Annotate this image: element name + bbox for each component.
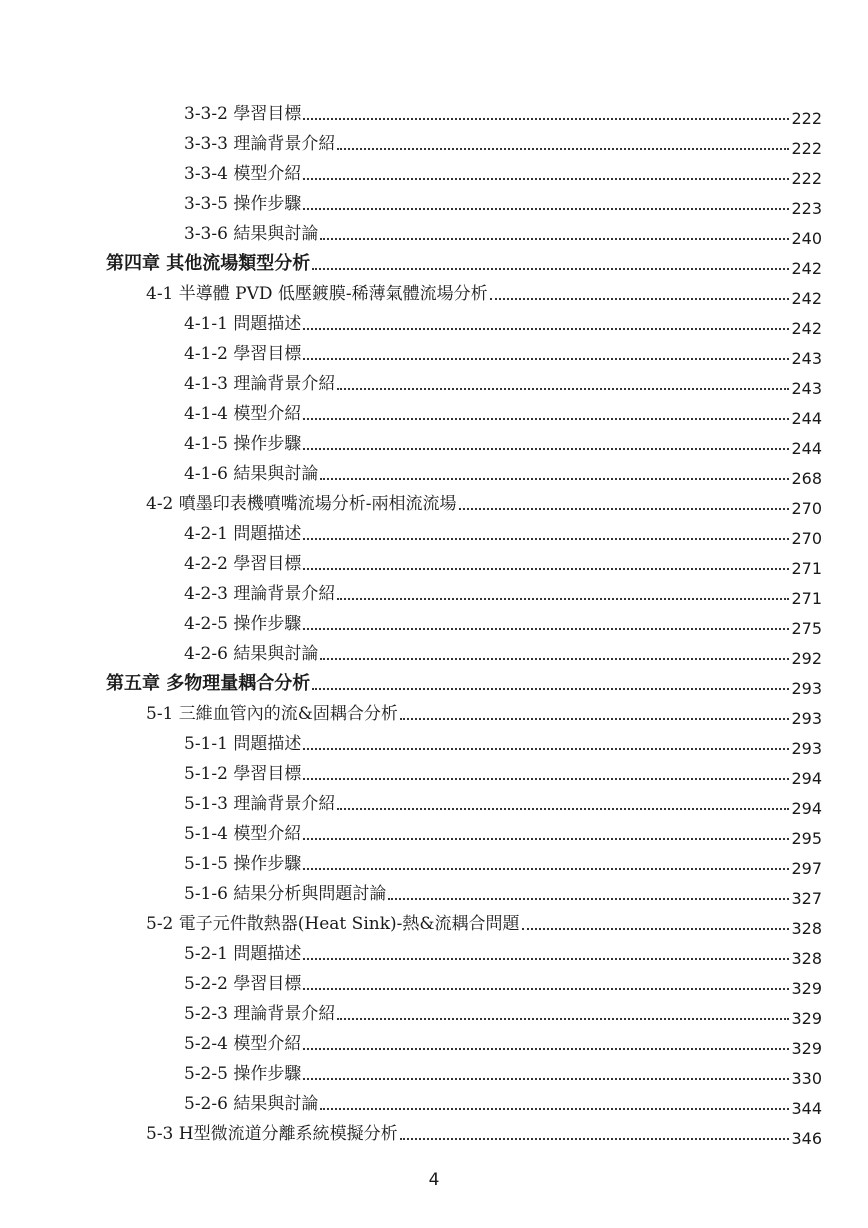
toc-entry-page: 243 bbox=[791, 379, 822, 398]
dot-leader bbox=[320, 236, 789, 240]
toc-subsection-entry bbox=[184, 158, 822, 188]
dot-leader bbox=[388, 896, 789, 900]
toc-entry-label: 4-1-1 問題描述 bbox=[184, 314, 302, 334]
dot-leader bbox=[303, 536, 789, 540]
dot-leader bbox=[320, 476, 789, 480]
toc-entry-label: 4-1-4 模型介紹 bbox=[184, 404, 302, 424]
toc-entry-page: 275 bbox=[791, 619, 822, 638]
toc-subsection-entry bbox=[184, 458, 822, 488]
toc-entry-page: 292 bbox=[791, 649, 822, 668]
toc-subsection-entry bbox=[184, 878, 822, 908]
toc-entry-page: 242 bbox=[791, 319, 822, 338]
dot-leader bbox=[303, 986, 789, 990]
toc-entry-page: 240 bbox=[791, 229, 822, 248]
dot-leader bbox=[303, 626, 789, 630]
toc-entry-label: 5-1-3 理論背景介紹 bbox=[184, 794, 336, 814]
toc-entry-page: 244 bbox=[791, 439, 822, 458]
toc-chapter-entry bbox=[106, 248, 822, 278]
toc-entry-label: 5-2-3 理論背景介紹 bbox=[184, 1004, 336, 1024]
dot-leader bbox=[312, 686, 789, 690]
toc-subsection-entry bbox=[184, 308, 822, 338]
dot-leader bbox=[303, 326, 789, 330]
toc-entry-page: 270 bbox=[791, 529, 822, 548]
toc-section-entry bbox=[146, 1118, 822, 1148]
toc-subsection-entry bbox=[184, 428, 822, 458]
toc-subsection-entry bbox=[184, 578, 822, 608]
toc-subsection-entry bbox=[184, 788, 822, 818]
toc-subsection-entry bbox=[184, 848, 822, 878]
toc-subsection-entry bbox=[184, 998, 822, 1028]
toc-entry-label: 4-2 噴墨印表機噴嘴流場分析-兩相流流場 bbox=[146, 494, 457, 514]
toc-entry-label: 4-2-5 操作步驟 bbox=[184, 614, 302, 634]
toc-entry-label: 3-3-6 結果與討論 bbox=[184, 224, 319, 244]
dot-leader bbox=[303, 356, 789, 360]
toc-entry-label: 4-1-2 學習目標 bbox=[184, 344, 302, 364]
toc-entry-page: 293 bbox=[791, 679, 822, 698]
dot-leader bbox=[303, 176, 789, 180]
toc-entry-label: 5-2 電子元件散熱器(Heat Sink)-熱&流耦合問題 bbox=[146, 914, 520, 934]
toc-entry-page: 329 bbox=[791, 1039, 822, 1058]
toc-entry-label: 4-2-6 結果與討論 bbox=[184, 644, 319, 664]
toc-entry-page: 344 bbox=[791, 1099, 822, 1118]
dot-leader bbox=[303, 566, 789, 570]
toc-subsection-entry bbox=[184, 818, 822, 848]
dot-leader bbox=[320, 1106, 789, 1110]
toc-subsection-entry bbox=[184, 1028, 822, 1058]
toc-subsection-entry bbox=[184, 188, 822, 218]
dot-leader bbox=[303, 1046, 789, 1050]
dot-leader bbox=[303, 206, 789, 210]
toc-entry-label: 4-2-3 理論背景介紹 bbox=[184, 584, 336, 604]
toc-entry-label: 4-1 半導體 PVD 低壓鍍膜-稀薄氣體流場分析 bbox=[146, 284, 488, 304]
dot-leader bbox=[303, 1076, 789, 1080]
toc-entry-label: 4-2-2 學習目標 bbox=[184, 554, 302, 574]
toc-entry-page: 293 bbox=[791, 739, 822, 758]
toc-entry-page: 293 bbox=[791, 709, 822, 728]
toc-entry-label: 5-2-4 模型介紹 bbox=[184, 1034, 302, 1054]
dot-leader bbox=[337, 386, 789, 390]
toc-subsection-entry bbox=[184, 1088, 822, 1118]
dot-leader bbox=[337, 146, 789, 150]
toc-entry-label: 5-1-2 學習目標 bbox=[184, 764, 302, 784]
toc-entry-page: 271 bbox=[791, 589, 822, 608]
toc-entry-label: 5-1-1 問題描述 bbox=[184, 734, 302, 754]
toc-entry-page: 270 bbox=[791, 499, 822, 518]
toc-entry-label: 第五章 多物理量耦合分析 bbox=[106, 673, 311, 694]
dot-leader bbox=[337, 1016, 789, 1020]
toc-subsection-entry bbox=[184, 98, 822, 128]
toc-subsection-entry bbox=[184, 608, 822, 638]
toc-subsection-entry bbox=[184, 968, 822, 998]
page-number: 4 bbox=[428, 1170, 440, 1190]
dot-leader bbox=[490, 296, 790, 300]
toc-entry-label: 5-2-5 操作步驟 bbox=[184, 1064, 302, 1084]
toc-entry-page: 294 bbox=[791, 769, 822, 788]
toc-entry-label: 3-3-2 學習目標 bbox=[184, 104, 302, 124]
dot-leader bbox=[459, 506, 790, 510]
toc-entry-label: 5-1 三維血管內的流&固耦合分析 bbox=[146, 704, 398, 724]
dot-leader bbox=[400, 716, 790, 720]
toc-entry-page: 222 bbox=[791, 109, 822, 128]
dot-leader bbox=[303, 746, 789, 750]
toc-section-entry bbox=[146, 488, 822, 518]
toc-subsection-entry bbox=[184, 368, 822, 398]
toc-entry-page: 328 bbox=[791, 919, 822, 938]
dot-leader bbox=[337, 596, 789, 600]
toc-entry-page: 242 bbox=[791, 289, 822, 308]
toc-subsection-entry bbox=[184, 1058, 822, 1088]
toc-entry-label: 3-3-5 操作步驟 bbox=[184, 194, 302, 214]
toc-subsection-entry bbox=[184, 398, 822, 428]
toc-subsection-entry bbox=[184, 548, 822, 578]
toc-entry-label: 3-3-3 理論背景介紹 bbox=[184, 134, 336, 154]
toc-entry-page: 330 bbox=[791, 1069, 822, 1088]
toc-entry-label: 4-2-1 問題描述 bbox=[184, 524, 302, 544]
toc-section-entry bbox=[146, 278, 822, 308]
toc-subsection-entry bbox=[184, 728, 822, 758]
toc-entry-page: 328 bbox=[791, 949, 822, 968]
toc-entry-label: 5-1-4 模型介紹 bbox=[184, 824, 302, 844]
toc-subsection-entry bbox=[184, 758, 822, 788]
toc-entry-page: 223 bbox=[791, 199, 822, 218]
toc-entry-page: 327 bbox=[791, 889, 822, 908]
dot-leader bbox=[400, 1136, 790, 1140]
toc-entry-label: 4-1-5 操作步驟 bbox=[184, 434, 302, 454]
toc-entry-page: 222 bbox=[791, 139, 822, 158]
toc-entry-label: 5-1-5 操作步驟 bbox=[184, 854, 302, 874]
toc-section-entry bbox=[146, 698, 822, 728]
toc-entry-page: 294 bbox=[791, 799, 822, 818]
dot-leader bbox=[303, 446, 789, 450]
toc-entry-label: 第四章 其他流場類型分析 bbox=[106, 253, 311, 274]
toc-entry-label: 4-1-6 結果與討論 bbox=[184, 464, 319, 484]
dot-leader bbox=[312, 266, 789, 270]
toc-chapter-entry bbox=[106, 668, 822, 698]
dot-leader bbox=[303, 416, 789, 420]
toc-subsection-entry bbox=[184, 338, 822, 368]
dot-leader bbox=[303, 836, 789, 840]
toc-subsection-entry bbox=[184, 518, 822, 548]
toc-entry-label: 4-1-3 理論背景介紹 bbox=[184, 374, 336, 394]
toc-entry-page: 222 bbox=[791, 169, 822, 188]
toc-entry-label: 3-3-4 模型介紹 bbox=[184, 164, 302, 184]
toc-entry-page: 297 bbox=[791, 859, 822, 878]
toc-entry-label: 5-2-2 學習目標 bbox=[184, 974, 302, 994]
toc-subsection-entry bbox=[184, 218, 822, 248]
toc-entry-page: 329 bbox=[791, 1009, 822, 1028]
toc-subsection-entry bbox=[184, 128, 822, 158]
toc-entry-page: 243 bbox=[791, 349, 822, 368]
dot-leader bbox=[303, 866, 789, 870]
toc-subsection-entry bbox=[184, 638, 822, 668]
dot-leader bbox=[303, 776, 789, 780]
toc-entry-label: 5-2-6 結果與討論 bbox=[184, 1094, 319, 1114]
toc-entry-label: 5-2-1 問題描述 bbox=[184, 944, 302, 964]
toc-entry-page: 242 bbox=[791, 259, 822, 278]
toc-subsection-entry bbox=[184, 938, 822, 968]
dot-leader bbox=[320, 656, 789, 660]
toc-entry-label: 5-1-6 結果分析與問題討論 bbox=[184, 884, 387, 904]
toc-entry-page: 268 bbox=[791, 469, 822, 488]
toc-entry-page: 295 bbox=[791, 829, 822, 848]
toc-entry-label: 5-3 H型微流道分離系統模擬分析 bbox=[146, 1124, 398, 1144]
toc-entry-page: 271 bbox=[791, 559, 822, 578]
toc-entry-page: 346 bbox=[791, 1129, 822, 1148]
toc-section-entry bbox=[146, 908, 822, 938]
dot-leader bbox=[522, 926, 790, 930]
dot-leader bbox=[303, 956, 789, 960]
toc-entry-page: 244 bbox=[791, 409, 822, 428]
dot-leader bbox=[337, 806, 789, 810]
toc-entry-page: 329 bbox=[791, 979, 822, 998]
dot-leader bbox=[303, 116, 789, 120]
